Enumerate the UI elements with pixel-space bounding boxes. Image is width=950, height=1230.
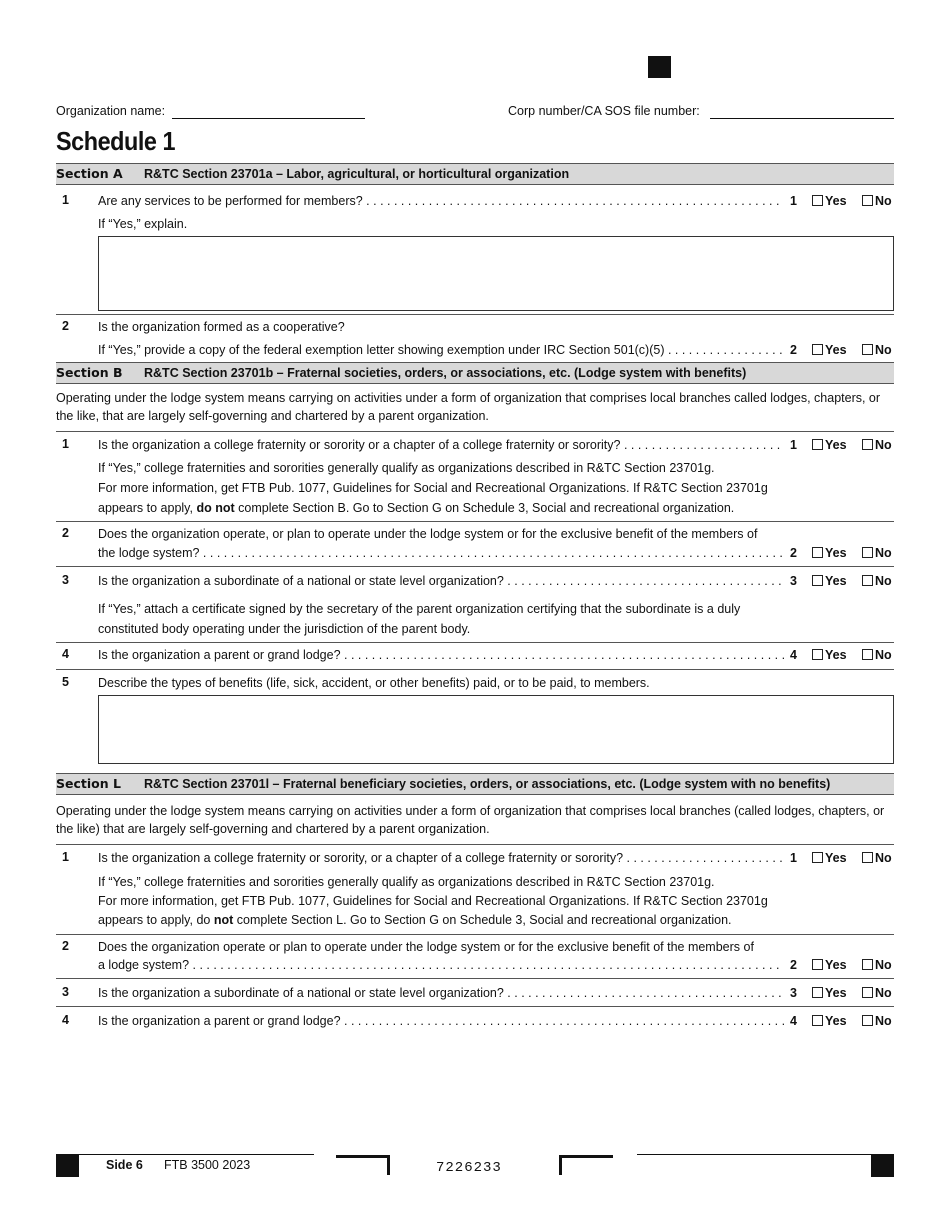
divider [56,978,894,979]
corner-mark-left [336,1155,390,1175]
section-a-q1-explain: If “Yes,” explain. [98,217,188,231]
corp-number-label: Corp number/CA SOS file number: [508,104,700,118]
section-l-intro-line: Operating under the lodge system means carrying on activities under a form of organization that comprises local branches (called lodges, chapters, or [56,804,885,818]
section-l-q4-line: 4 [790,1014,797,1028]
section-l-q1-number: 1 [62,850,69,864]
section-a-header [56,163,894,185]
section-b-q4-text: Is the organization a parent or grand lodge? . . . [98,646,784,664]
checkbox-icon[interactable] [862,649,873,660]
checkbox-icon[interactable] [812,575,823,586]
section-b-name: Section B [56,365,123,380]
section-a-q1-yes[interactable]: Yes [812,192,847,210]
section-a-q1-number: 1 [62,193,69,207]
divider [56,1006,894,1007]
divider [56,642,894,643]
section-b-q4-number: 4 [62,647,69,661]
barcode-number: 7226233 [436,1160,502,1176]
section-l-header [56,773,894,795]
section-l-q2-no[interactable]: No [862,956,892,974]
note-line: For more information, get FTB Pub. 1077, Guidelines for Social and Recreational Organizations. If R&TC Section 23701g [98,894,768,908]
section-b-q1 [98,436,894,454]
section-l-q4-text: Is the organization a parent or grand lodge? . . . [98,1012,784,1030]
registration-mark-top [648,56,671,78]
footer-rule-left [79,1154,314,1155]
section-a-q2-yes[interactable]: Yes [812,341,847,359]
divider [56,314,894,315]
checkbox-icon[interactable] [862,1015,873,1026]
section-l-title: R&TC Section 23701l – Fraternal beneficiary societies, orders, or associations, etc. (Lodge system with no benefits) [144,777,831,791]
section-b-q3-no[interactable]: No [862,572,892,590]
section-a-q2-line: 2 [790,343,797,357]
checkbox-icon[interactable] [862,575,873,586]
section-b-q5-text: Describe the types of benefits (life, sick, accident, or other benefits) paid, or to be paid, to members. [98,676,650,690]
checkbox-icon[interactable] [862,195,873,206]
section-b-q1-number: 1 [62,437,69,451]
section-a-q2-number: 2 [62,319,69,333]
section-l-q1-no[interactable]: No [862,849,892,867]
section-a-q2 [98,341,894,359]
section-l-q1 [98,849,894,867]
section-a-name: Section A [56,166,123,181]
section-l-q3-yes[interactable]: Yes [812,984,847,1002]
section-l-q4 [98,1012,894,1030]
section-b-q2-number: 2 [62,526,69,540]
section-b-q3-number: 3 [62,573,69,587]
section-l-q4-number: 4 [62,1013,69,1027]
section-b-q1-yes[interactable]: Yes [812,436,847,454]
section-l-q3-line: 3 [790,986,797,1000]
section-l-intro [56,802,894,838]
section-a-q1-explain-box[interactable] [98,236,894,311]
divider [56,431,894,432]
section-b-q4-yes[interactable]: Yes [812,646,847,664]
section-b-q4 [98,646,894,664]
section-l-q2-text2: a lodge system? . . . [98,956,784,974]
section-l-intro-line: the like) that are largely self-governing and chartered by a parent organization. [56,822,490,836]
section-b-q3-yes[interactable]: Yes [812,572,847,590]
schedule-title: Schedule 1 [56,126,176,156]
section-l-q2-line: 2 [790,958,797,972]
section-l-q3-number: 3 [62,985,69,999]
section-b-header [56,362,894,384]
section-a-q1-text: Are any services to be performed for members? . . . [98,192,784,210]
checkbox-icon[interactable] [812,959,823,970]
checkbox-icon[interactable] [862,852,873,863]
section-b-intro-line: the like, that are largely self-governing and chartered by a parent organization. [56,409,489,423]
section-l-q1-line: 1 [790,851,797,865]
checkbox-icon[interactable] [812,439,823,450]
footer-form: FTB 3500 2023 [164,1158,251,1172]
section-b-q3-text: Is the organization a subordinate of a national or state level organization? . . . [98,572,784,590]
note-line: If “Yes,” college fraternities and sororities generally qualify as organizations described in R&TC Section 23701g. [98,875,715,889]
section-b-q5-benefits-box[interactable] [98,695,894,764]
divider [56,844,894,845]
section-l-q3 [98,984,894,1002]
checkbox-icon[interactable] [812,1015,823,1026]
section-a-q1 [98,192,894,210]
section-b-q4-line: 4 [790,648,797,662]
section-b-q4-no[interactable]: No [862,646,892,664]
section-l-q4-no[interactable]: No [862,1012,892,1030]
checkbox-icon[interactable] [862,439,873,450]
section-l-q4-yes[interactable]: Yes [812,1012,847,1030]
section-b-q1-no[interactable]: No [862,436,892,454]
org-name-label: Organization name: [56,104,166,118]
section-l-name: Section L [56,776,121,791]
section-b-q1-note [98,459,894,517]
section-l-q2-number: 2 [62,939,69,953]
footer-rule-right [637,1154,871,1155]
note-line: For more information, get FTB Pub. 1077, Guidelines for Social and Recreational Organizations. If R&TC Section 23701g [98,481,768,495]
section-l-q2-yes[interactable]: Yes [812,956,847,974]
checkbox-icon[interactable] [812,344,823,355]
section-b-q2-line: 2 [790,546,797,560]
note-line: constituted body operating under the jurisdiction of the parent body. [98,622,471,636]
registration-mark-bottom-left [56,1154,79,1177]
section-b-q2-text2: the lodge system? . . . [98,544,784,562]
note-line: If “Yes,” attach a certificate signed by the secretary of the parent organization certifying that the subordinate is a duly [98,602,741,616]
section-a-title: R&TC Section 23701a – Labor, agricultural, or horticultural organization [144,167,570,181]
registration-mark-bottom-right [871,1154,894,1177]
divider [56,934,894,935]
checkbox-icon[interactable] [862,547,873,558]
checkbox-icon[interactable] [812,547,823,558]
org-name-field[interactable] [172,118,365,119]
section-b-intro [56,389,894,425]
section-b-q2-yes[interactable]: Yes [812,544,847,562]
checkbox-icon[interactable] [862,344,873,355]
checkbox-icon[interactable] [862,959,873,970]
section-b-q1-line: 1 [790,438,797,452]
section-a-q2-text2: If “Yes,” provide a copy of the federal exemption letter showing exemption under IRC Section 501(c)(5) . . . [98,341,784,359]
checkbox-icon[interactable] [862,987,873,998]
section-l-q2 [98,956,894,974]
section-b-q2-no[interactable]: No [862,544,892,562]
note-line: If “Yes,” college fraternities and sororities generally qualify as organizations described in R&TC Section 23701g. [98,461,715,475]
checkbox-icon[interactable] [812,649,823,660]
corp-number-field[interactable] [710,118,894,119]
section-b-q3 [98,572,894,590]
section-l-q2-text: Does the organization operate or plan to operate under the lodge system or for the exclusive benefit of the members of [98,940,754,954]
section-a-q2-no[interactable]: No [862,341,892,359]
section-l-q3-text: Is the organization a subordinate of a national or state level organization? . . . [98,984,784,1002]
checkbox-icon[interactable] [812,195,823,206]
divider [56,566,894,567]
section-b-title: R&TC Section 23701b – Fraternal societies, orders, or associations, etc. (Lodge system with benefits) [144,366,747,380]
section-a-q2-text: Is the organization formed as a cooperative? [98,320,345,334]
checkbox-icon[interactable] [812,852,823,863]
section-b-q5-number: 5 [62,675,69,689]
note-line: appears to apply, do not complete Section L. Go to Section G on Schedule 3, Social and recreational organization. [98,913,732,927]
section-a-q1-no[interactable]: No [862,192,892,210]
section-l-q3-no[interactable]: No [862,984,892,1002]
section-b-q2-text: Does the organization operate, or plan to operate under the lodge system or for the exclusive benefit of the members of [98,527,758,541]
section-l-q1-note [98,873,894,929]
section-a-q1-line: 1 [790,194,797,208]
section-b-q3-note [98,600,894,638]
section-b-q3-line: 3 [790,574,797,588]
note-line: appears to apply, do not complete Section B. Go to Section G on Schedule 3, Social and recreational organization. [98,501,735,515]
section-l-q1-yes[interactable]: Yes [812,849,847,867]
section-b-intro-line: Operating under the lodge system means carrying on activities under a form of organization that comprises local branches called lodges, chapters, or [56,391,881,405]
checkbox-icon[interactable] [812,987,823,998]
corner-mark-right [559,1155,613,1175]
section-l-q1-text: Is the organization a college fraternity or sorority, or a chapter of a college fraternity or sorority? . . . [98,849,784,867]
footer-side: Side 6 [106,1158,143,1172]
divider [56,521,894,522]
divider [56,669,894,670]
section-b-q1-text: Is the organization a college fraternity or sorority or a chapter of a college fraternity or sorority? . . . [98,436,784,454]
section-b-q2 [98,544,894,562]
